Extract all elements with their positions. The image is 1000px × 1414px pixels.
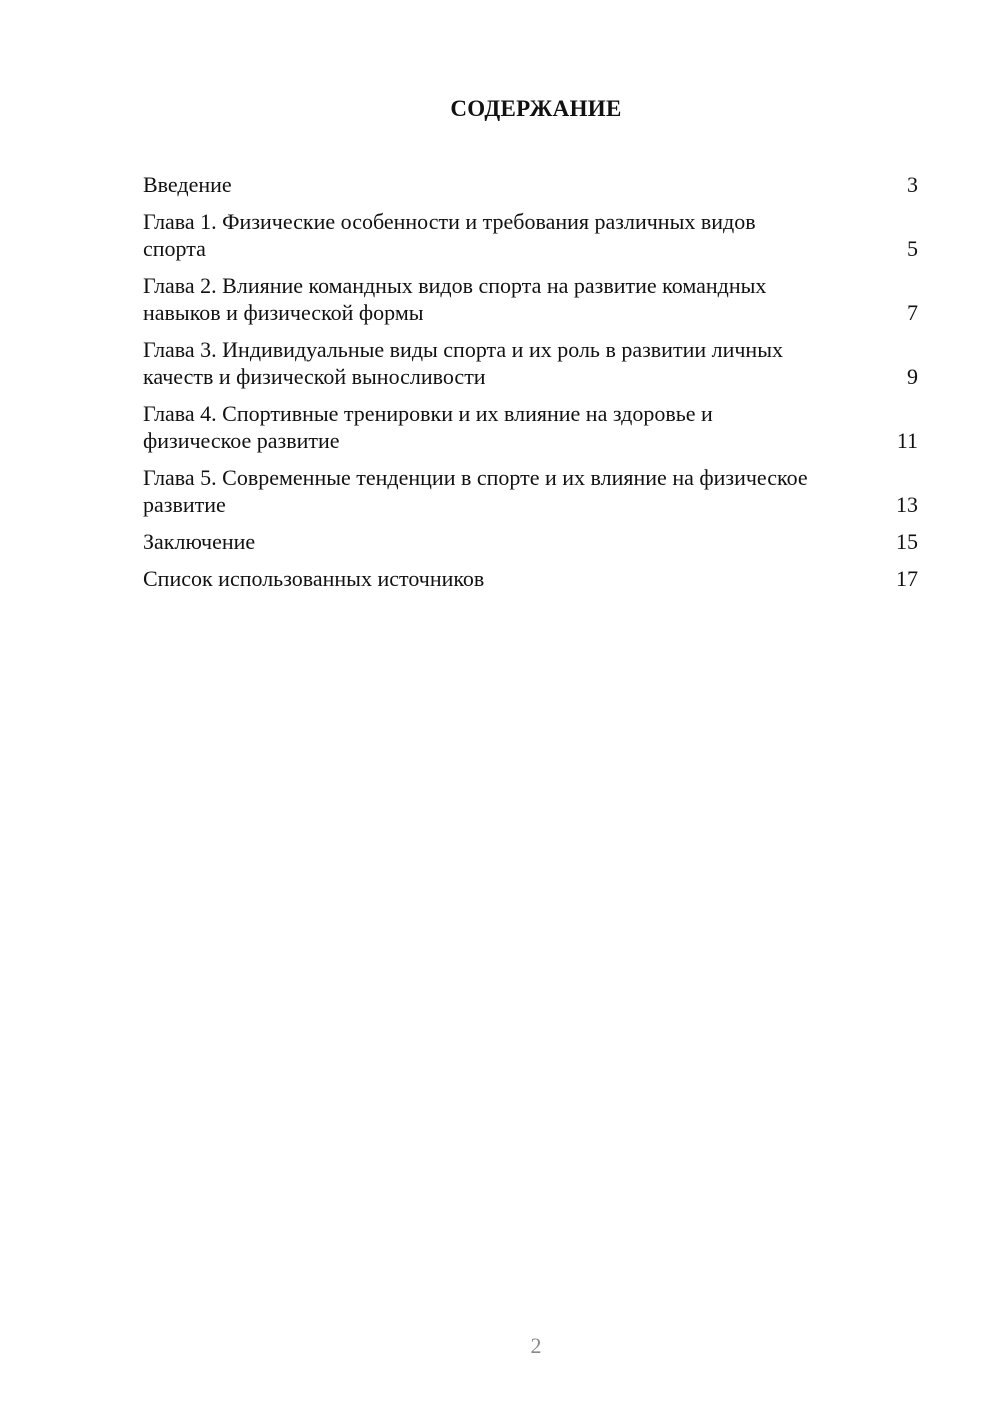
table-of-contents — [143, 171, 918, 602]
page-title: СОДЕРЖАНИЕ — [450, 96, 622, 121]
toc-entry-text: Глава 4. Спортивные тренировки и их влияние на здоровье и физическое развитие — [143, 401, 713, 453]
toc-entry-page: 15 — [896, 529, 918, 554]
toc-entry-page: 3 — [907, 172, 918, 197]
toc-entry-page: 5 — [907, 236, 918, 261]
toc-entry-page: 11 — [896, 428, 918, 453]
toc-entry-text: Глава 2. Влияние командных видов спорта на развитие командных навыков и физической формы — [143, 273, 767, 325]
toc-entry-chapter-2 — [143, 272, 918, 326]
toc-entry-page: 7 — [907, 300, 918, 325]
toc-entry-text: Глава 1. Физические особенности и требования различных видов спорта — [143, 209, 756, 261]
toc-entry-text: Список использованных источников — [143, 566, 485, 591]
toc-entry-chapter-4 — [143, 400, 918, 454]
toc-entry-text: Глава 3. Индивидуальные виды спорта и их роль в развитии личных качеств и физической выносливости — [143, 337, 783, 389]
toc-entry-page: 13 — [896, 492, 918, 517]
toc-entry-page: 17 — [896, 566, 918, 591]
toc-entry-chapter-5 — [143, 464, 918, 518]
toc-entry-introduction — [143, 171, 918, 198]
toc-entry-references — [143, 565, 918, 592]
toc-entry-text: Глава 5. Современные тенденции в спорте и их влияние на физическое развитие — [143, 465, 808, 517]
toc-entry-conclusion — [143, 528, 918, 555]
toc-entry-text: Введение — [143, 172, 232, 197]
toc-entry-page: 9 — [907, 364, 918, 389]
toc-entry-text: Заключение — [143, 529, 256, 554]
toc-entry-chapter-3 — [143, 336, 918, 390]
page-number: 2 — [530, 1333, 542, 1358]
toc-entry-chapter-1 — [143, 208, 918, 262]
